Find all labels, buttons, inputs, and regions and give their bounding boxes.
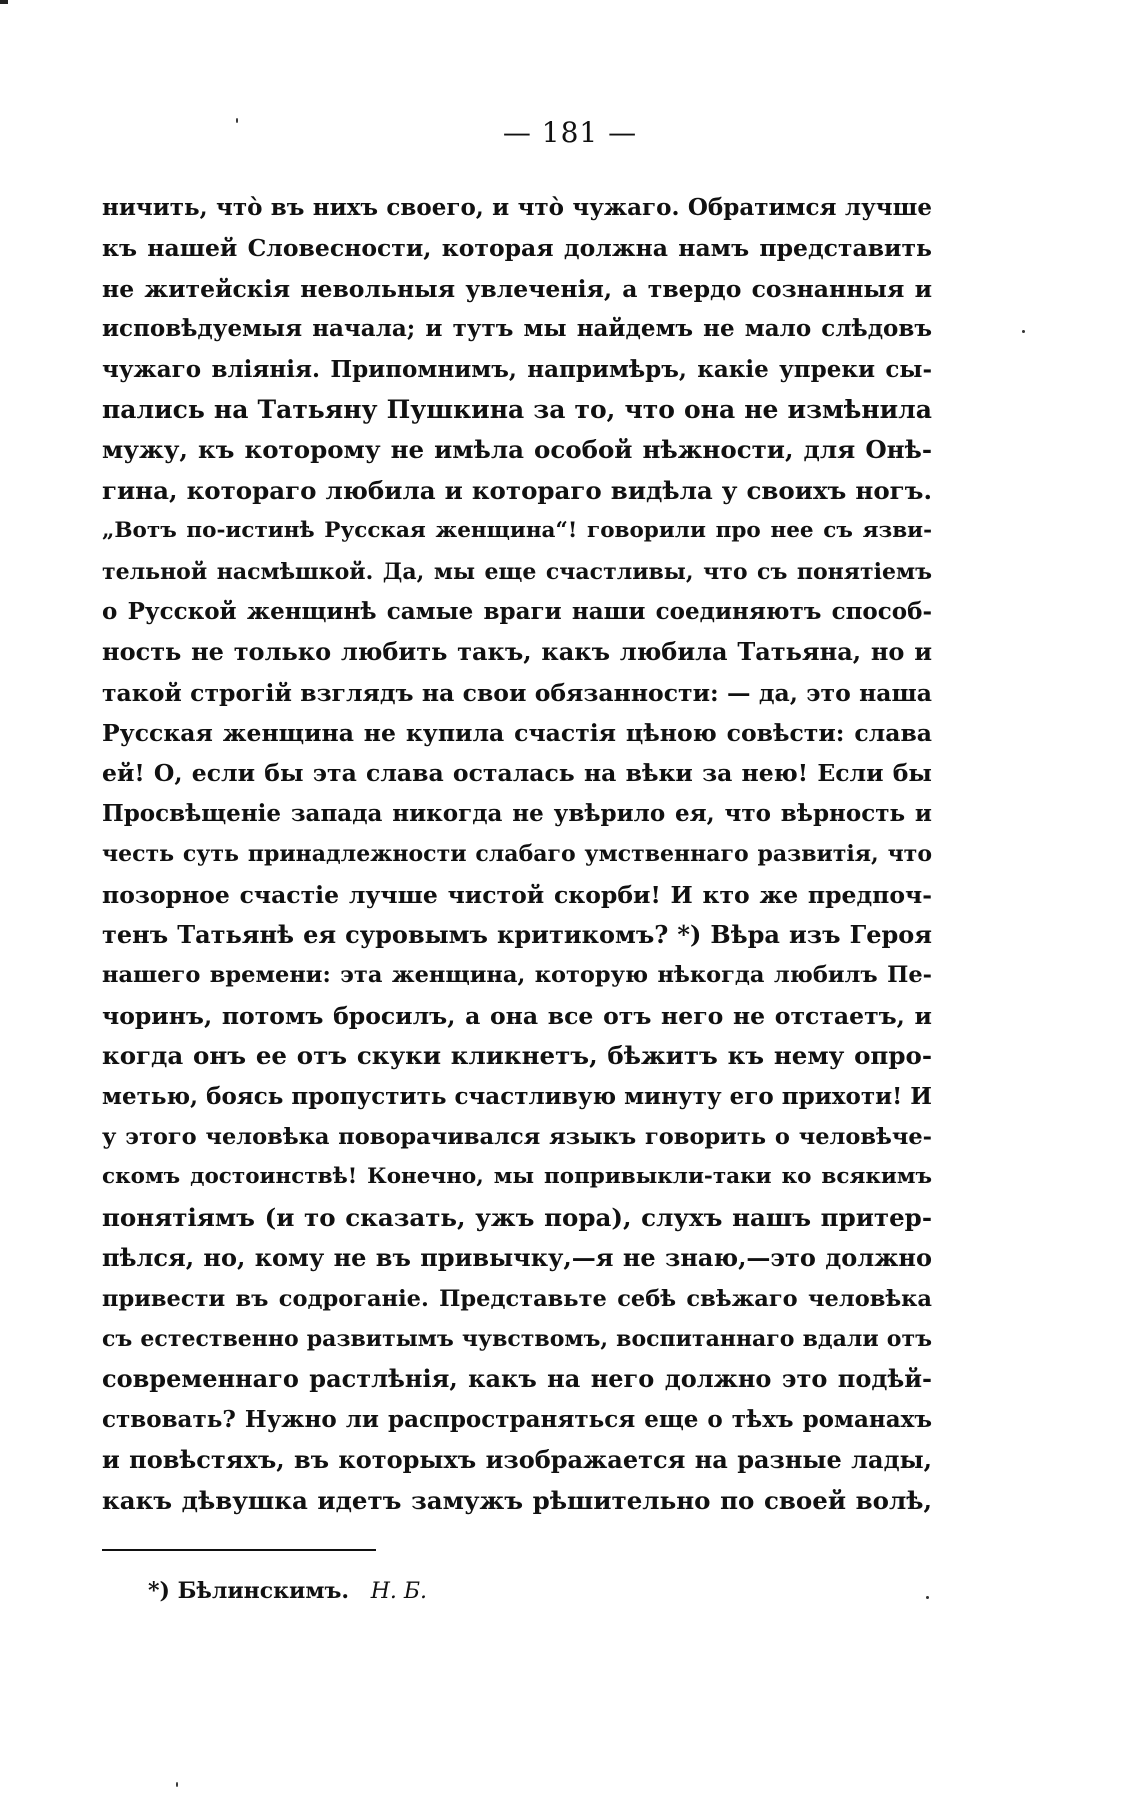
text-line: понятіямъ (и то сказать, ужъ пора), слухъ нашъ притер-: [102, 1202, 932, 1232]
scan-corner-mark: [0, 0, 8, 4]
text-line: Просвѣщеніе запада никогда не увѣрило ея, что вѣрность и: [102, 799, 932, 827]
text-line: гина, котораго любила и котораго видѣла у своихъ ногъ.: [102, 475, 932, 505]
text-line: когда онъ ее отъ скуки кликнетъ, бѣжитъ къ нему опро-: [102, 1041, 932, 1071]
text-line: съ естественно развитымъ чувствомъ, воспитаннаго вдали отъ: [102, 1325, 932, 1352]
text-line: позорное счастіе лучше чистой скорби! И кто же предпоч-: [102, 880, 932, 909]
text-line: современнаго растлѣнія, какъ на него должно это подѣй-: [102, 1364, 932, 1394]
text-line: пались на Татьяну Пушкина за то, что она не измѣнила: [102, 394, 932, 424]
footnote: [148, 1578, 427, 1604]
scan-speck: [176, 1782, 178, 1787]
text-line: ей! О, если бы эта слава осталась на вѣки за нею! Если бы: [102, 759, 932, 788]
text-line: какъ дѣвушка идетъ замужъ рѣшительно по своей волѣ,: [102, 1485, 932, 1515]
body-text: [102, 188, 932, 1521]
text-line: скомъ достоинствѣ! Конечно, мы попривыкли-таки ко всякимъ: [102, 1164, 932, 1190]
scan-speck: [926, 1596, 929, 1599]
text-line: у этого человѣка поворачивался языкъ говорить о человѣче-: [102, 1123, 932, 1150]
text-line: Русская женщина не купила счастія цѣною совѣсти: слава: [102, 719, 932, 748]
text-line: не житейскія невольныя увлеченія, а твердо сознанныя и: [102, 274, 932, 303]
text-line: о Русской женщинѣ самые враги наши соединяютъ способ-: [102, 597, 932, 625]
text-line: метью, боясь пропустить счастливую минуту его прихоти! И: [102, 1082, 932, 1110]
text-line: тельной насмѣшкой. Да, мы еще счастливы, что съ понятіемъ: [102, 558, 932, 585]
text-line: привести въ содроганіе. Представьте себѣ свѣжаго человѣка: [102, 1285, 932, 1312]
text-line: ствовать? Нужно ли распространяться еще о тѣхъ романахъ: [102, 1405, 932, 1433]
footnote-text: *) Бѣлинскимъ.: [148, 1578, 350, 1604]
text-line: къ нашей Словесности, которая должна намъ представить: [102, 234, 932, 263]
scan-speck: [1022, 330, 1025, 333]
text-line: чоринъ, потомъ бросилъ, а она все отъ него не отстаетъ, и: [102, 1001, 932, 1030]
text-line: ничить, что̀ въ нихъ своего, и что̀ чужаго. Обратимся лучше: [102, 194, 932, 221]
footnote-divider: [102, 1549, 376, 1551]
text-line: „Вотъ по-истинѣ Русская женщина“! говорили про нее съ язви-: [102, 518, 932, 544]
text-line: такой строгій взглядъ на свои обязанности: — да, это наша: [102, 678, 932, 707]
text-line: тенъ Татьянѣ ея суровымъ критикомъ? *) Вѣра изъ Героя: [102, 920, 932, 950]
page-number: — 181 —: [502, 116, 638, 149]
text-line: и повѣстяхъ, въ которыхъ изображается на разные лады,: [102, 1445, 932, 1475]
text-line: нашего времени: эта женщина, которую нѣкогда любилъ Пе-: [102, 962, 932, 989]
text-line: пѣлся, но, кому не въ привычку,—я не знаю,—это должно: [102, 1243, 932, 1273]
text-line: мужу, къ которому не имѣла особой нѣжности, для Онѣ-: [102, 435, 932, 465]
footnote-signature: Н. Б.: [370, 1579, 428, 1604]
text-line: ность не только любить такъ, какъ любила Татьяна, но и: [102, 637, 932, 667]
text-line: исповѣдуемыя начала; и тутъ мы найдемъ не мало слѣдовъ: [102, 315, 932, 343]
text-line: честь суть принадлежности слабаго умственнаго развитія, что: [102, 841, 932, 868]
text-line: чужаго вліянія. Припомнимъ, напримѣръ, какіе упреки сы-: [102, 355, 932, 383]
